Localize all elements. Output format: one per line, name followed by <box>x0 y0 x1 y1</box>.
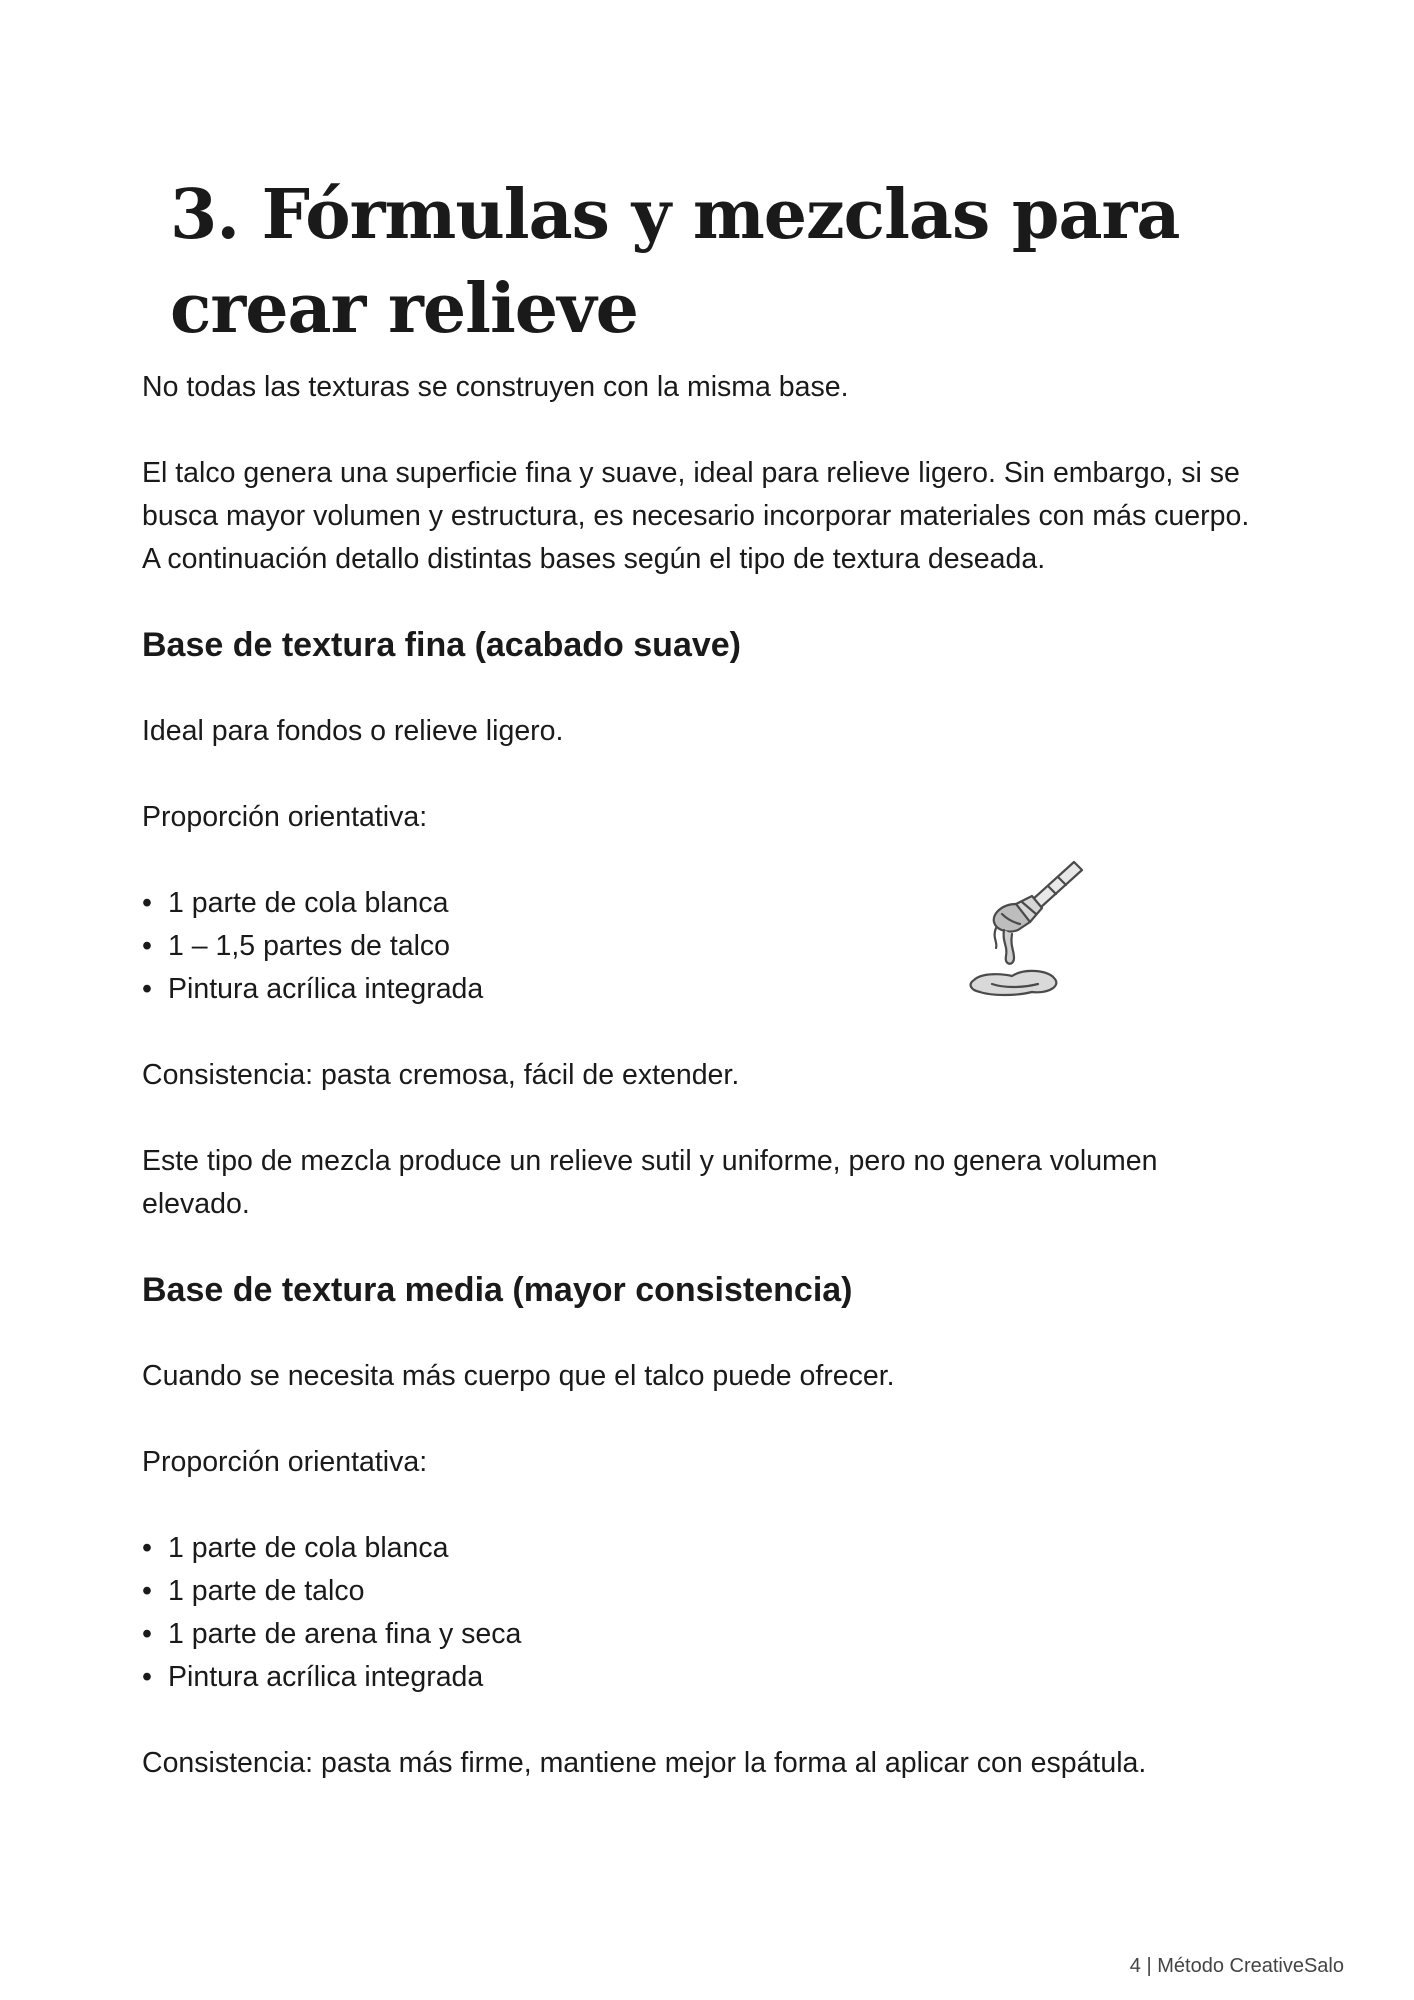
list-item: • Pintura acrílica integrada <box>142 973 484 1005</box>
section-fine-description: Ideal para fondos o relieve ligero. <box>142 715 564 747</box>
section-medium-ingredients-list <box>142 1527 1272 1699</box>
section-fine-proportion-label: Proporción orientativa: <box>142 801 428 833</box>
section-fine-consistency: Consistencia: pasta cremosa, fácil de extender. <box>142 1059 740 1091</box>
list-item: • 1 parte de cola blanca <box>142 887 449 919</box>
intro-paragraph: El talco genera una superficie fina y suave, ideal para relieve ligero. Sin embargo, si se busca mayor volumen y estructura, es necesario incorporar materiales con más cuerpo. <box>142 457 1250 532</box>
list-item: • 1 parte de arena fina y seca <box>142 1618 522 1650</box>
paintbrush-dripping-icon <box>952 842 1092 1012</box>
intro-paragraph-2: A continuación detallo distintas bases según el tipo de textura deseada. <box>142 543 1046 575</box>
intro-line: No todas las texturas se construyen con la misma base. <box>142 371 849 403</box>
list-item: • 1 – 1,5 partes de talco <box>142 930 451 962</box>
list-item: • Pintura acrílica integrada <box>142 1661 484 1693</box>
section-heading-medium: Base de textura media (mayor consistencia) <box>142 1271 853 1309</box>
section-medium-proportion-label: Proporción orientativa: <box>142 1446 428 1478</box>
section-heading-fine: Base de textura fina (acabado suave) <box>142 626 742 664</box>
section-fine-note: Este tipo de mezcla produce un relieve sutil y uniforme, pero no genera volumen elevado. <box>142 1145 1158 1220</box>
section-medium-consistency: Consistencia: pasta más firme, mantiene mejor la forma al aplicar con espátula. <box>142 1747 1147 1779</box>
section-fine-ingredients-list <box>142 882 1272 1011</box>
page-footer: 4 | Método CreativeSalo <box>1129 1955 1344 1977</box>
list-item: • 1 parte de cola blanca <box>142 1532 449 1564</box>
page-content <box>142 366 1272 1785</box>
page-title: 3. Fórmulas y mezclas para crear relieve <box>170 175 1180 349</box>
section-medium-description: Cuando se necesita más cuerpo que el talco puede ofrecer. <box>142 1360 895 1392</box>
list-item: • 1 parte de talco <box>142 1575 365 1607</box>
